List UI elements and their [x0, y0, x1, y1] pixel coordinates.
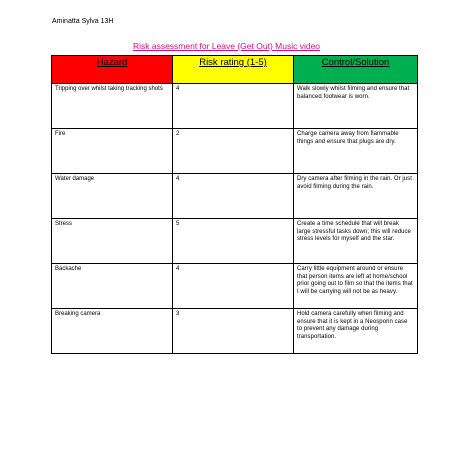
- control-solution-cell: Carry little equipment around or ensure that person items are left at home/school prior going out to film so that the items that I will be carrying will not be as heavy.: [294, 264, 418, 309]
- hazard-cell: Tripping over whilst taking tracking shots: [52, 84, 173, 129]
- control-solution-cell: Hold camera carefully when filming and ensure that it is kept in a Neosporin case to prevent any damage during transportation.: [294, 309, 418, 354]
- hazard-cell: Stress: [52, 219, 173, 264]
- table-row: [52, 264, 418, 309]
- risk-rating-cell: 2: [173, 129, 294, 174]
- risk-rating-cell: 4: [173, 264, 294, 309]
- hazard-column-header: Hazard: [52, 56, 173, 84]
- control-solution-cell: Dry camera after filming in the rain. Or just avoid filming during the rain.: [294, 174, 418, 219]
- control-solution-cell: Charge camera away from flammable things and ensure that plugs are dry.: [294, 129, 418, 174]
- table-header-row: [52, 56, 418, 84]
- risk-assessment-table: [51, 55, 418, 354]
- risk-rating-cell: 3: [173, 309, 294, 354]
- table-row: [52, 174, 418, 219]
- hazard-cell: Backache: [52, 264, 173, 309]
- table-row: [52, 219, 418, 264]
- risk-rating-cell: 4: [173, 174, 294, 219]
- control-solution-column-header: Control/Solution: [294, 56, 418, 84]
- hazard-cell: Fire: [52, 129, 173, 174]
- table-row: [52, 84, 418, 129]
- table-row: [52, 309, 418, 354]
- control-solution-cell: Walk slowly whilst filming and ensure that balanced footwear is worn.: [294, 84, 418, 129]
- hazard-cell: Water damage: [52, 174, 173, 219]
- hazard-cell: Breaking camera: [52, 309, 173, 354]
- risk-rating-column-header: Risk rating (1-5): [173, 56, 294, 84]
- risk-rating-cell: 5: [173, 219, 294, 264]
- risk-rating-cell: 4: [173, 84, 294, 129]
- table-row: [52, 129, 418, 174]
- author-name: Aminatta Sylva 13H: [52, 18, 114, 25]
- document-title: Risk assessment for Leave (Get Out) Music video: [132, 41, 321, 51]
- control-solution-cell: Create a time schedule that will break large stressful tasks down; this will reduce stress levels for myself and the star.: [294, 219, 418, 264]
